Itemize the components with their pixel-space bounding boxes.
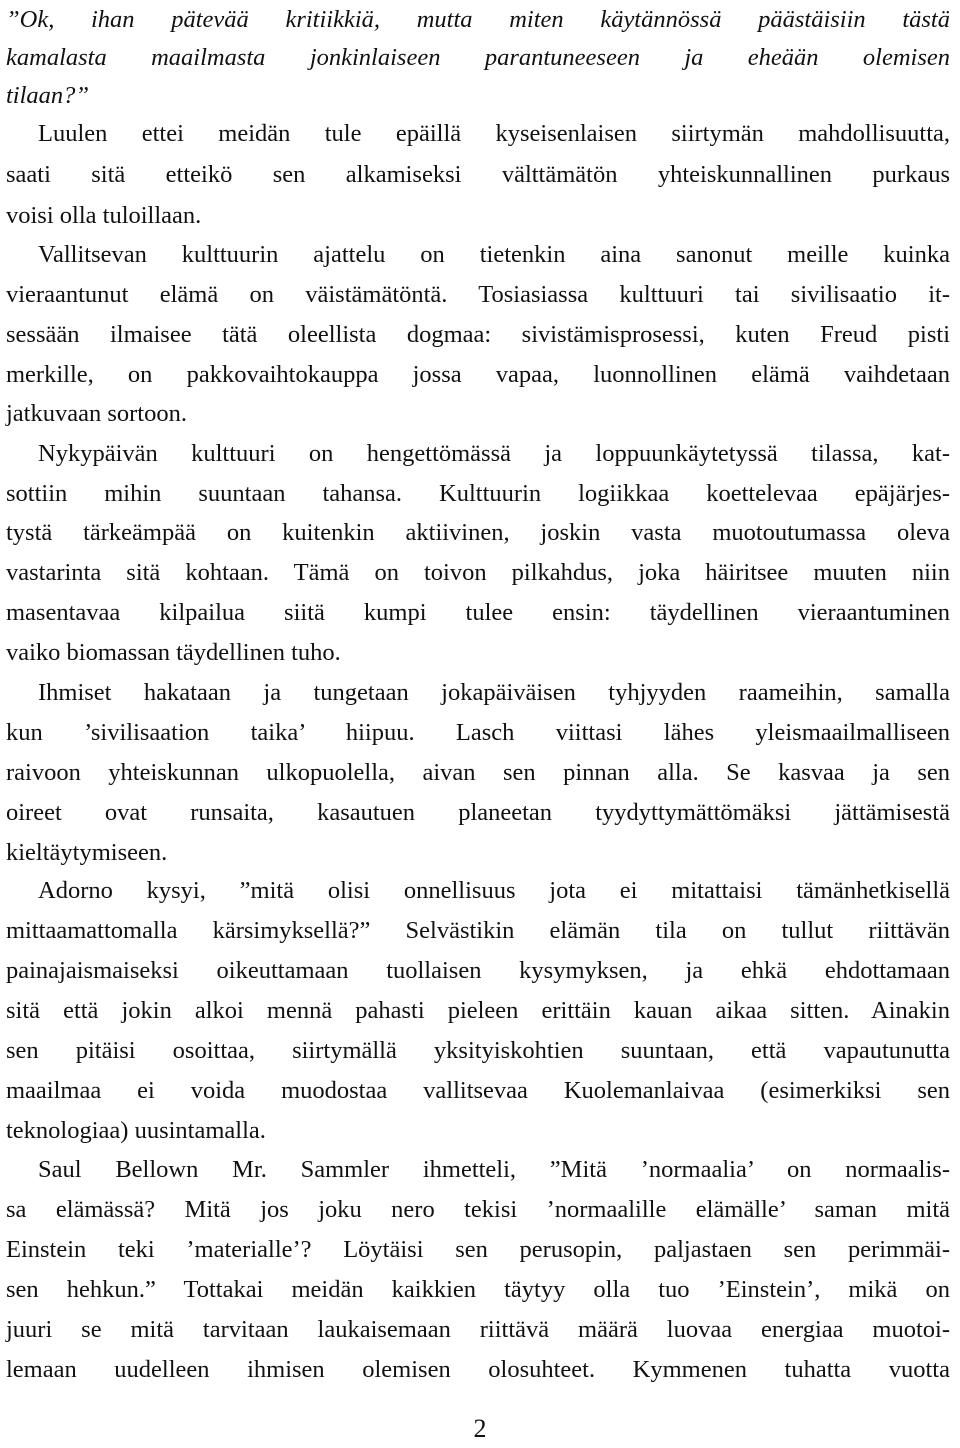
page-number: 2 [473, 1414, 487, 1443]
text-line: kun ’sivilisaation taika’ hiipuu. Lasch viittasi lähes yleismaailmalliseen [6, 719, 950, 746]
text-line: Nykypäivän kulttuuri on hengettömässä ja loppuunkäytetyssä tilassa, kat- [38, 440, 950, 467]
text-line: Ihmiset hakataan ja tungetaan jokapäiväisen tyhjyyden raameihin, samalla [38, 679, 950, 706]
text-line: raivoon yhteiskunnan ulkopuolella, aivan sen pinnan alla. Se kasvaa ja sen [6, 759, 950, 786]
text-line: jatkuvaan sortoon. [6, 400, 187, 427]
text-line: ”Ok, ihan pätevää kritiikkiä, mutta miten käytännössä päästäisiin tästä [6, 6, 950, 33]
text-line: merkille, on pakkovaihtokauppa jossa vapaa, luonnollinen elämä vaihdetaan [6, 361, 950, 388]
text-line: Saul Bellown Mr. Sammler ihmetteli, ”Mitä ’normaalia’ on normaalis- [38, 1156, 950, 1183]
text-line: tystä tärkeämpää on kuitenkin aktiivinen, joskin vasta muotoutumassa oleva [6, 519, 950, 546]
text-line: lemaan uudelleen ihmisen olemisen olosuhteet. Kymmenen tuhatta vuotta [6, 1356, 950, 1383]
text-line: sessään ilmaisee tätä oleellista dogmaa: sivistämisprosessi, kuten Freud pisti [6, 321, 950, 348]
text-line: Einstein teki ’materialle’? Löytäisi sen perusopin, paljastaen sen perimmäi- [6, 1236, 950, 1263]
text-line: kieltäytymiseen. [6, 839, 168, 866]
text-line: juuri se mitä tarvitaan laukaisemaan riittävä määrä luovaa energiaa muotoi- [6, 1316, 950, 1343]
text-line: saati sitä etteikö sen alkamiseksi välttämätön yhteiskunnallinen purkaus [6, 161, 950, 188]
text-line: mittaamattomalla kärsimyksellä?” Selvästikin elämän tila on tullut riittävän [6, 917, 950, 944]
text-line: vaiko biomassan täydellinen tuho. [6, 639, 341, 666]
text-line: painajaismaiseksi oikeuttamaan tuollaisen kysymyksen, ja ehkä ehdottamaan [6, 957, 950, 984]
text-line: Adorno kysyi, ”mitä olisi onnellisuus jota ei mitattaisi tämänhetkisellä [38, 877, 950, 904]
text-line: sitä että jokin alkoi mennä pahasti pieleen erittäin kauan aikaa sitten. Ainakin [6, 997, 950, 1024]
text-line: sen pitäisi osoittaa, siirtymällä yksityiskohtien suuntaan, että vapautunutta [6, 1037, 950, 1064]
text-line: teknologiaa) uusintamalla. [6, 1117, 266, 1144]
text-line: sa elämässä? Mitä jos joku nero tekisi ’normaalille elämälle’ saman mitä [6, 1196, 950, 1223]
text-line: tilaan?” [6, 82, 90, 109]
text-line: Luulen ettei meidän tule epäillä kyseisenlaisen siirtymän mahdollisuutta, [38, 120, 950, 147]
text-line: voisi olla tuloillaan. [6, 202, 202, 229]
text-line: sottiin mihin suuntaan tahansa. Kulttuurin logiikkaa koettelevaa epäjärjes- [6, 480, 950, 507]
text-line: oireet ovat runsaita, kasautuen planeetan tyydyttymättömäksi jättämisestä [6, 799, 950, 826]
text-line: vastarinta sitä kohtaan. Tämä on toivon pilkahdus, joka häiritsee muuten niin [6, 559, 950, 586]
text-line: vieraantunut elämä on väistämätöntä. Tosiasiassa kulttuuri tai sivilisaatio it- [6, 281, 950, 308]
text-line: maailmaa ei voida muodostaa vallitsevaa Kuolemanlaivaa (esimerkiksi sen [6, 1077, 950, 1104]
text-line: Vallitsevan kulttuurin ajattelu on tietenkin aina sanonut meille kuinka [38, 241, 950, 268]
text-line: kamalasta maailmasta jonkinlaiseen parantuneeseen ja eheään olemisen [6, 44, 950, 71]
text-line: masentavaa kilpailua siitä kumpi tulee ensin: täydellinen vieraantuminen [6, 599, 950, 626]
text-line: sen hehkun.” Tottakai meidän kaikkien täytyy olla tuo ’Einstein’, mikä on [6, 1276, 950, 1303]
